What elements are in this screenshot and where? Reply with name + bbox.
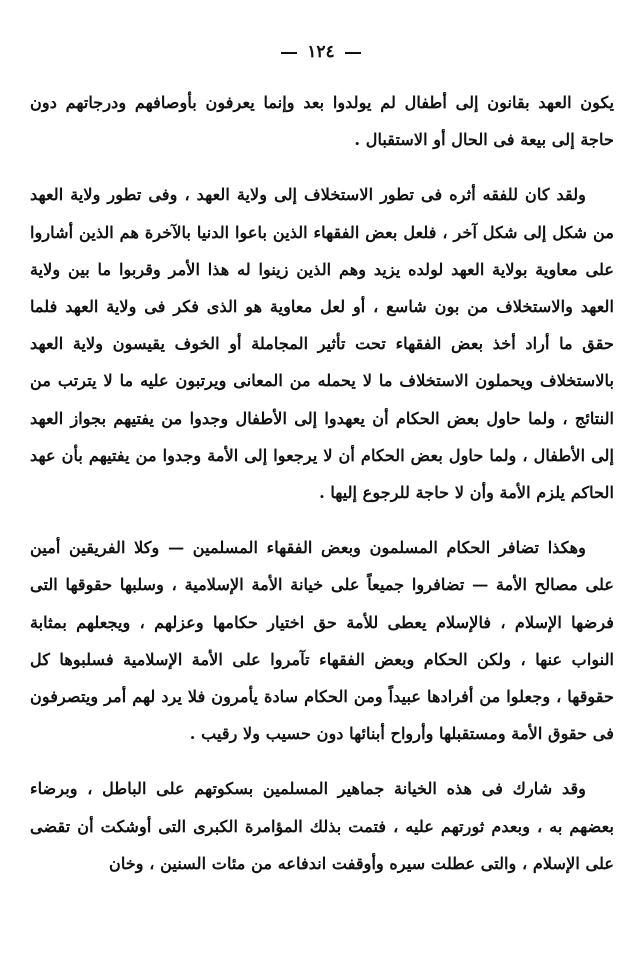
page-number-dash-left [281, 52, 297, 54]
page-body [30, 84, 614, 882]
paragraph-3: وهكذا تضافر الحكام المسلمون وبعض الفقهاء المسلمين — وكلا الفريقين أمين على مصالح الأمة — تضافروا جميعاً على خيانة الأمة الإسلامية ، وسلبها حقوقها التى فرضها الإسلام ، فالإسلام يعطى للأمة حق اختيار حكامها وعزلهم ، ويجعلهم بمثابة النواب عنها ، ولكن الحكام وبعض الفقهاء تآمروا على الأمة الإسلامية فسلبوها كل حقوقها ، وجعلوا من أفرادها عبيداً ومن الحكام سادة يأمرون فلا يرد لهم أمر ويتصرفون فى حقوق الأمة ومستقبلها وأرواح أبنائها دون حسيب ولا رقيب . [30, 538, 614, 744]
page-number-dash-right [345, 52, 361, 54]
paragraph-1: يكون العهد بقانون إلى أطفال لم يولدوا بعد وإنما يعرفون بأوصافهم ودرجاتهم دون حاجة إلى بيعة فى الحال أو الاستقبال . [30, 93, 614, 150]
page-number [0, 42, 642, 62]
paragraph-4: وقد شارك فى هذه الخيانة جماهير المسلمين بسكوتهم على الباطل ، وبرضاء بعضهم به ، وبعدم ثورتهم عليه ، فتمت بذلك المؤامرة الكبرى التى أوشكت أن تقضى على الإسلام ، والتى عطلت سيره وأوقفت اندفاعه من مئات السنين ، وخان [30, 779, 614, 873]
paragraph-2: ولقد كان للفقه أثره فى تطور الاستخلاف إلى ولاية العهد ، وفى تطور ولاية العهد من شكل إلى شكل آخر ، فلعل بعض الفقهاء الذين باعوا الدنيا بالآخرة هم الذين أشاروا على معاوية بولاية العهد لولده يزيد وهم الذين زينوا له هذا الأمر وقربوا ما بين ولاية العهد والاستخلاف من بون شاسع ، أو لعل معاوية هو الذى فكر فى ولاية العهد فلما حقق ما أراد أخذ بعض الفقهاء تحت تأثير المجاملة أو الخوف يقيسون ولاية العهد بالاستخلاف ويحملون الاستخلاف ما لا يحمله من المعانى ويرتبون عليه ما لا يترتب من النتائج ، ولما حاول بعض الحكام أن يعهدوا إلى الأطفال وجدوا من يفتيهم بجواز العهد إلى الأطفال ، ولما حاول بعض الحكام أن لا يرجعوا إلى الأمة وجدوا من يفتيهم بأن عهد الحاكم يلزم الأمة وأن لا حاجة للرجوع إليها . [30, 185, 614, 503]
page-number-value: ١٢٤ [307, 42, 335, 62]
